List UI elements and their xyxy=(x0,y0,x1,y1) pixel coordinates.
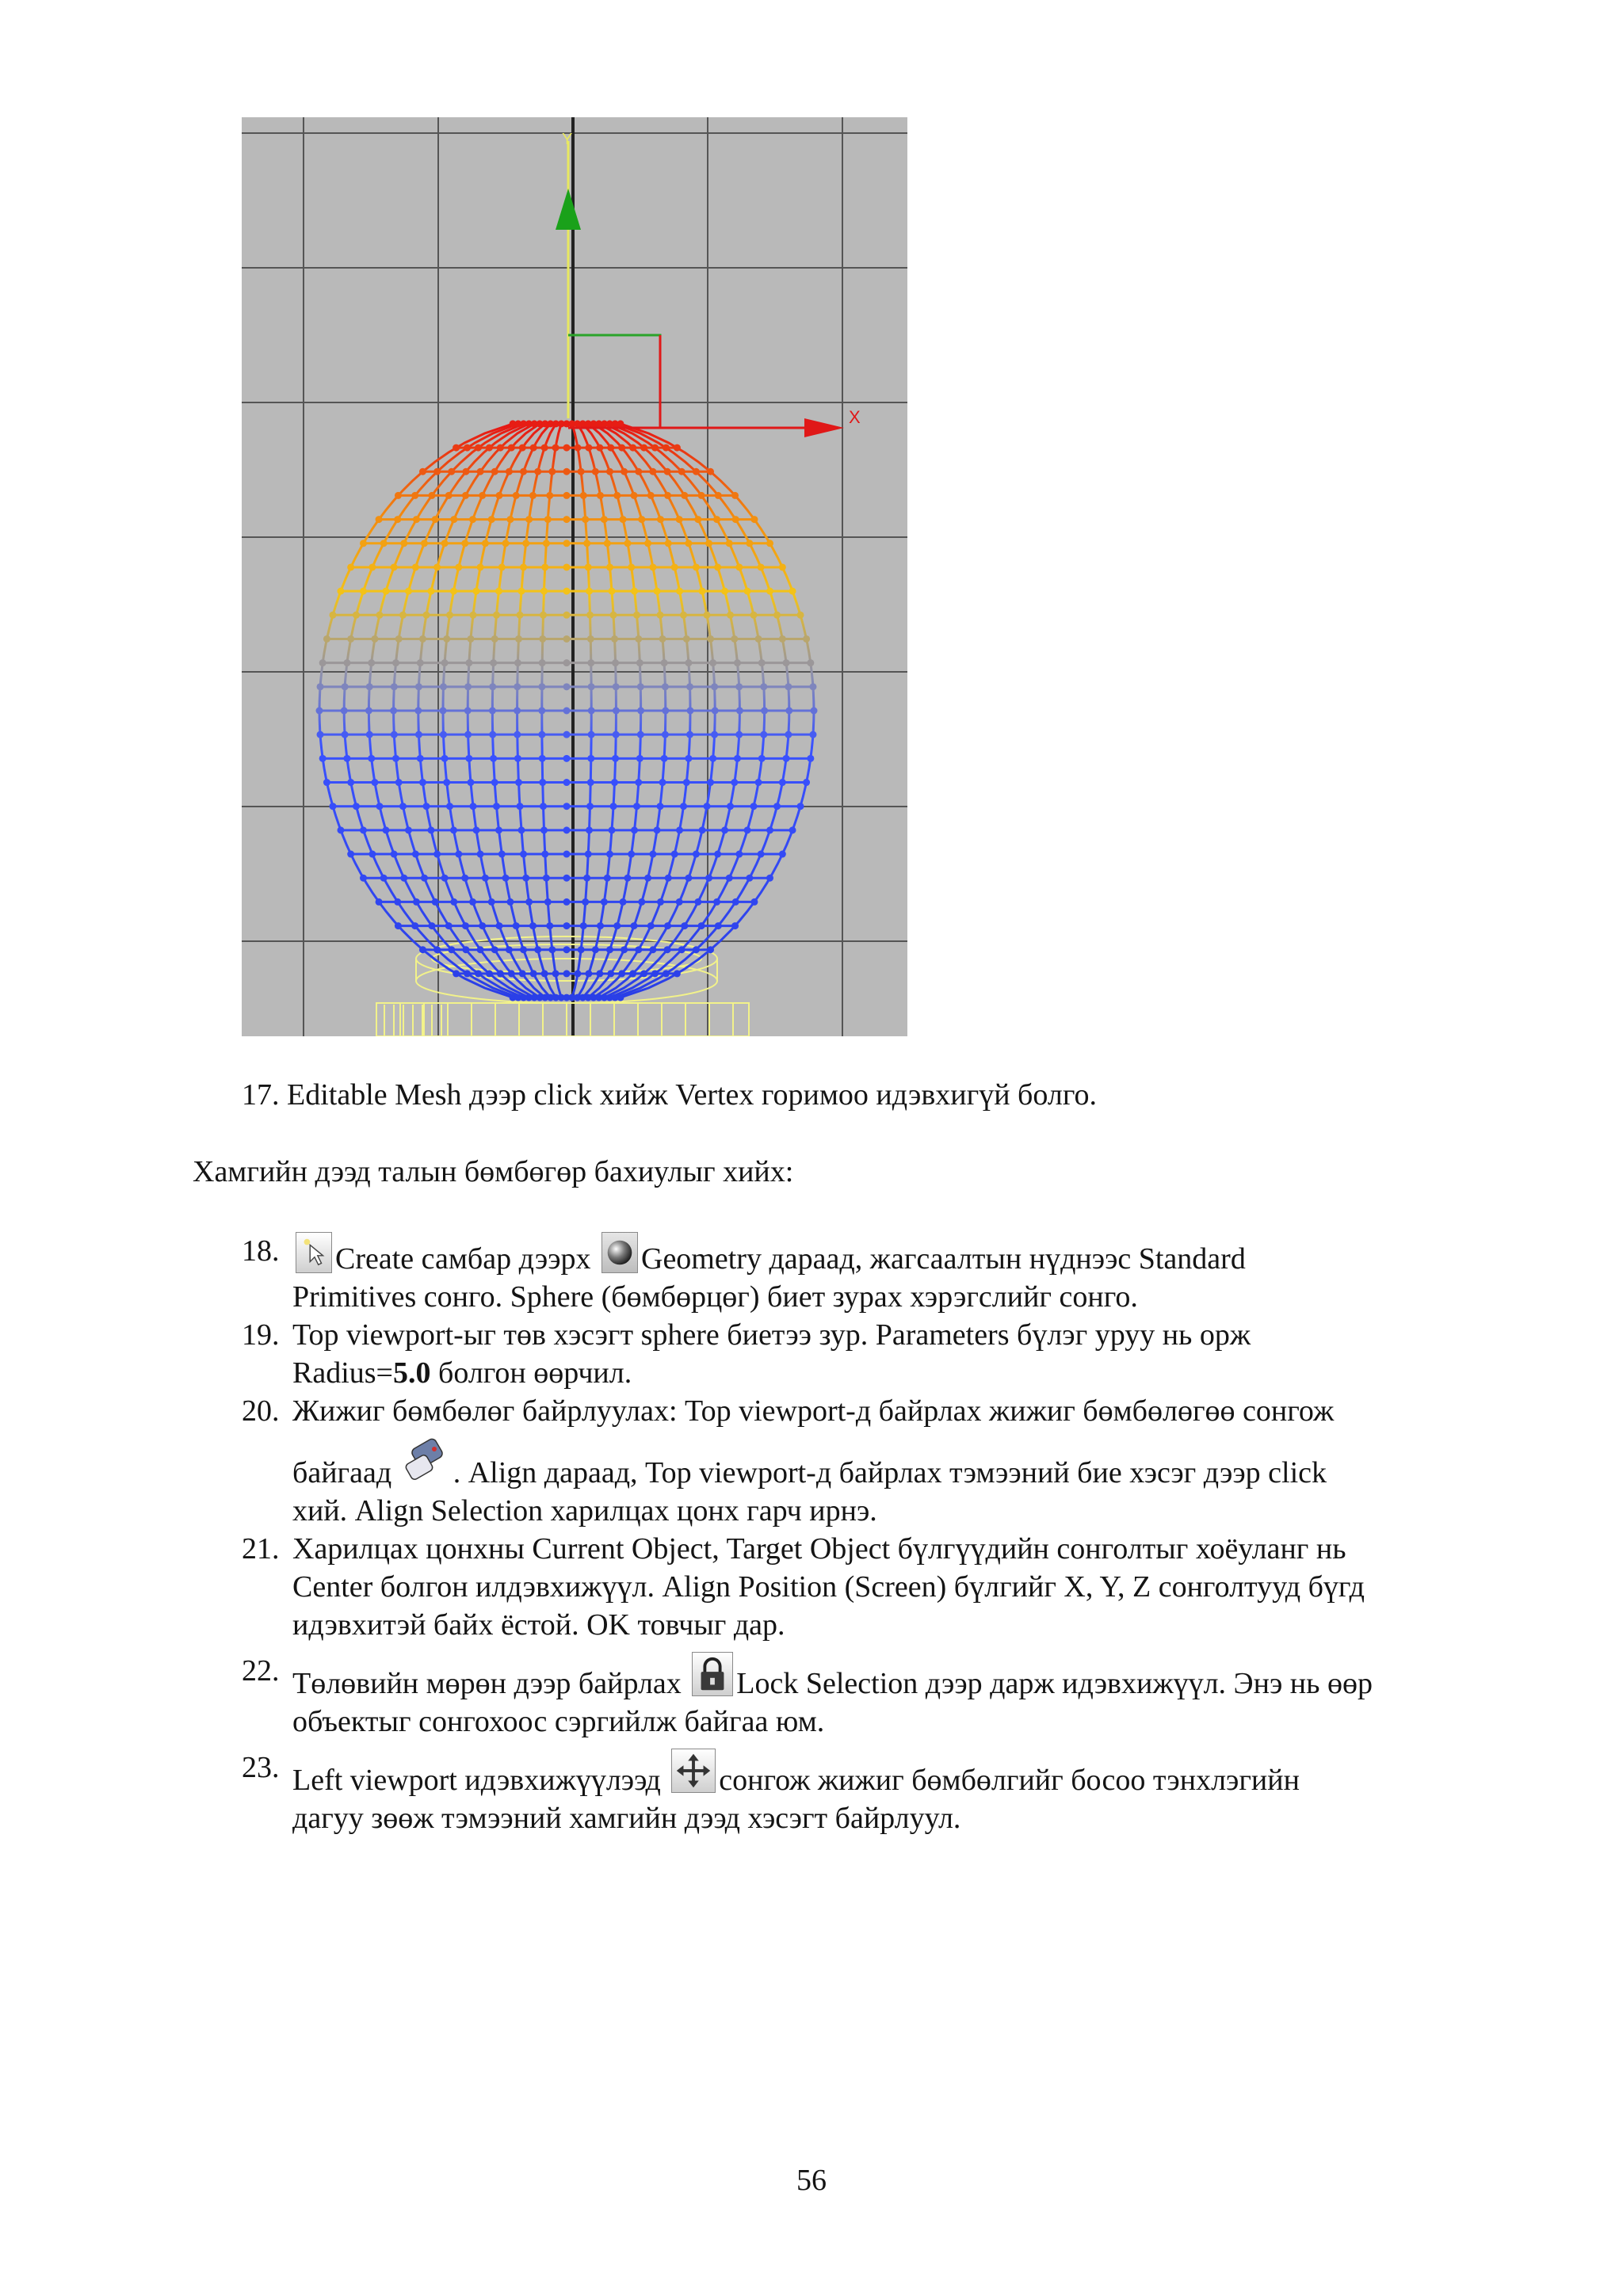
step-line: дагуу зөөж тэмээний хамгийн дээд хэсэгт байрлуул. xyxy=(292,1802,961,1835)
x-axis-label: X xyxy=(849,407,861,427)
step-18 xyxy=(242,1232,1526,1316)
step-line xyxy=(292,1652,1526,1703)
step-line xyxy=(292,1354,1526,1392)
page-number: 56 xyxy=(796,2164,827,2197)
step-line: Primitives сонго. Sphere (бөмбөрцөг) биет зурах хэрэгслийг сонго. xyxy=(292,1280,1138,1314)
geometry-sphere-icon[interactable] xyxy=(601,1232,638,1273)
step-19 xyxy=(242,1316,1526,1392)
step-line xyxy=(292,1749,1526,1799)
step-text: Radius= xyxy=(292,1356,393,1390)
step-line: Top viewport-ыг төв хэсэгт sphere биетээ зур. Parameters бүлэг уруу нь орж xyxy=(292,1318,1251,1352)
step-21 xyxy=(242,1530,1526,1644)
step-17-number: 17. xyxy=(242,1078,280,1112)
step-22 xyxy=(242,1652,1526,1741)
step-text: Geometry дараад, жагсаалтын нүднээс Standard xyxy=(641,1242,1246,1276)
step-17 xyxy=(242,1076,1510,1114)
step-line: Харилцах цонхны Current Object, Target Object бүлгүүдийн сонголтыг хоёуланг нь xyxy=(292,1532,1346,1566)
step-line xyxy=(292,1438,1526,1492)
gizmo-plane-red xyxy=(568,335,660,428)
step-number: 19. xyxy=(242,1318,280,1352)
step-text: Lock Selection дээр дарж идэвхижүүл. Энэ нь өөр xyxy=(736,1667,1373,1700)
step-text: Төлөвийн мөрөн дээр байрлах xyxy=(292,1667,682,1700)
step-line: объектыг сонгохоос сэргийлж байгаа юм. xyxy=(292,1705,825,1738)
step-text: сонгож жижиг бөмбөлгийг босоо тэнхлэгийн xyxy=(719,1764,1300,1797)
step-line: идэвхитэй байх ёстой. OK товчыг дар. xyxy=(292,1608,785,1642)
step-17-text: Editable Mesh дээр click хийж Vertex горимоо идэвхигүй болго. xyxy=(287,1078,1097,1112)
viewport-figure xyxy=(242,117,907,1036)
step-text: байгаад xyxy=(292,1456,392,1489)
sphere-wireframe-viewport xyxy=(242,117,907,1036)
step-23 xyxy=(242,1749,1526,1837)
section-heading: Хамгийн дээд талын бөмбөгөр бахиулыг хийх: xyxy=(193,1155,794,1188)
step-text: Left viewport идэвхижүүлээд xyxy=(292,1764,661,1797)
step-text: . Align дараад, Top viewport-д байрлах тэмээний бие хэсэг дээр click xyxy=(453,1456,1327,1489)
step-number: 22. xyxy=(242,1654,280,1688)
step-20 xyxy=(242,1392,1526,1530)
viewport-grid xyxy=(242,117,907,1036)
create-arrow-icon[interactable] xyxy=(296,1232,332,1273)
step-line: Жижиг бөмбөлөг байрлуулах: Top viewport-д байрлах жижиг бөмбөлөгөө сонгож xyxy=(292,1394,1335,1428)
step-text: Create самбар дээрх xyxy=(335,1242,591,1276)
step-line: хий. Align Selection харилцах цонх гарч ирнэ. xyxy=(292,1494,877,1527)
steps-list xyxy=(242,1232,1526,1837)
step-line: Center болгон илдэвхижүүл. Align Position (Screen) бүлгийг X, Y, Z сонголтууд бүгд xyxy=(292,1570,1365,1604)
x-axis-arrow xyxy=(804,418,844,437)
step-number: 23. xyxy=(242,1751,280,1784)
radius-value: 5.0 xyxy=(393,1356,431,1390)
step-line xyxy=(292,1232,1526,1278)
step-number: 18. xyxy=(242,1234,280,1268)
lock-selection-icon[interactable] xyxy=(692,1652,733,1696)
step-number: 21. xyxy=(242,1532,280,1566)
sphere-wireframe xyxy=(316,420,818,1001)
gizmo-plane-green xyxy=(568,335,660,428)
select-and-move-icon[interactable] xyxy=(671,1749,716,1793)
y-axis-arrow xyxy=(556,189,581,230)
align-icon[interactable] xyxy=(403,1438,450,1486)
step-text: болгон өөрчил. xyxy=(430,1356,632,1390)
y-axis-label: Y xyxy=(562,131,573,148)
step-number: 20. xyxy=(242,1394,280,1428)
